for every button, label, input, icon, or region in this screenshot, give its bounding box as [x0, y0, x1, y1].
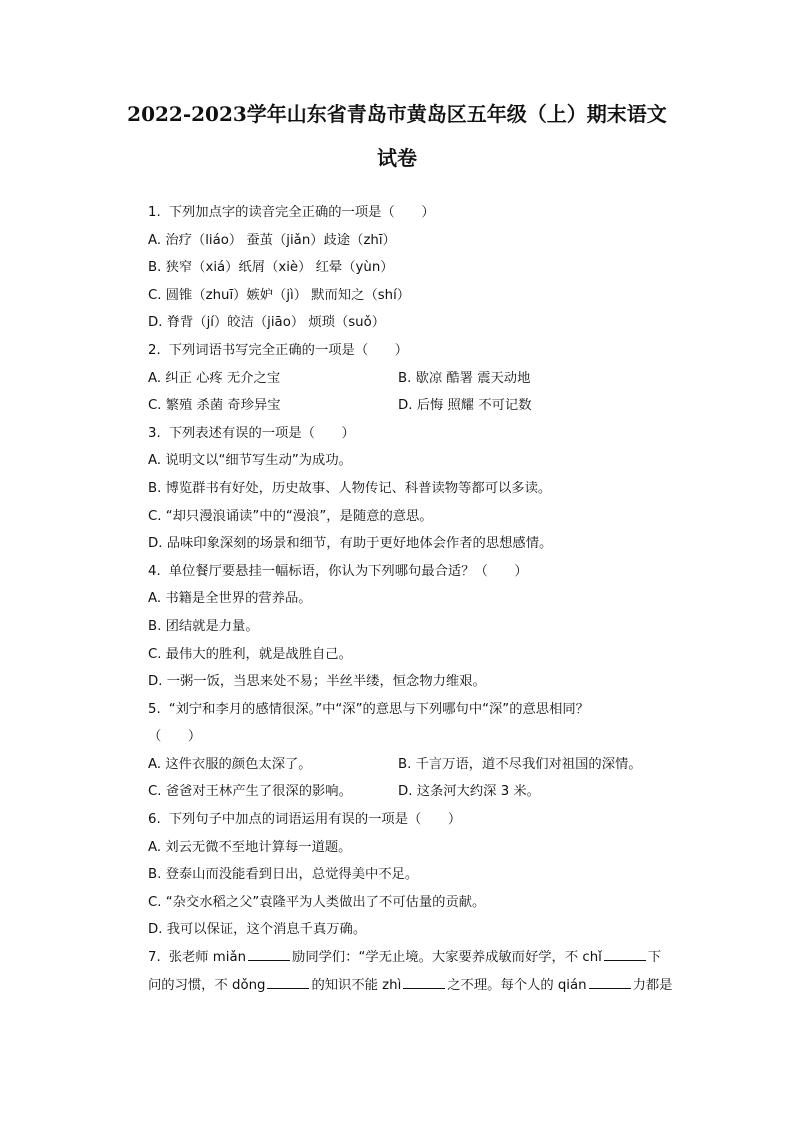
question-7-line-2 — [148, 972, 680, 1000]
question-3-option-a: A. 说明文以“细节写生动”为成功。 — [148, 453, 352, 469]
fill-blank-2[interactable] — [604, 946, 646, 961]
question-text-part: 的知识不能 zhì — [311, 977, 402, 993]
question-text: 下列词语书写完全正确的一项是（ ） — [168, 342, 409, 358]
question-1-option-c: C. 圆锥（zhuī）嫉妒（jì） 默而知之（shí） — [148, 287, 411, 303]
question-3-option-b: B. 博览群书有好处，历史故事、人物传记、科普读物等都可以多读。 — [148, 480, 552, 496]
question-3-option-d: D. 品味印象深刻的场景和细节，有助于更好地体会作者的思想感情。 — [148, 536, 553, 552]
question-4-stem — [148, 558, 680, 586]
fill-blank-5[interactable] — [589, 974, 631, 989]
question-6-stem — [148, 806, 680, 834]
question-1-option-a: A. 治疗（liáo） 蚕茧（jiǎn）歧途（zhī） — [148, 232, 396, 248]
question-1-option-d: D. 脊背（jí）皎洁（jiāo） 烦琐（suǒ） — [148, 315, 386, 331]
question-2-options-row-2 — [148, 392, 680, 420]
title-line-2: 试卷 — [377, 146, 417, 170]
question-6-option-c: C. “杂交水稻之父”袁隆平为人类做出了不可估量的贡献。 — [148, 894, 486, 910]
question-text: 下列加点字的读音完全正确的一项是（ ） — [168, 205, 435, 220]
question-2-option-c: C. 繁殖 杀菌 奇珍异宝 — [148, 398, 281, 414]
question-6-option-a: A. 刘云无微不至地计算每一道题。 — [148, 839, 352, 855]
question-1-stem — [148, 199, 680, 227]
question-5-options-row-1 — [148, 751, 680, 779]
question-5-option-d: D. 这条河大约深 3 米。 — [398, 784, 540, 800]
question-2-option-b: B. 歇凉 酷署 震天动地 — [398, 370, 531, 386]
question-number: 4. — [148, 563, 161, 579]
question-number: 1. — [148, 205, 161, 220]
question-text-part: 力都是 — [632, 977, 673, 993]
question-4-option-b: B. 团结就是力量。 — [148, 618, 259, 634]
question-4-option-a: A. 书籍是全世界的营养品。 — [148, 591, 312, 607]
question-2-option-d: D. 后悔 照耀 不可记数 — [398, 398, 532, 414]
question-5-option-b: B. 千言万语，道不尽我们对祖国的深情。 — [398, 756, 642, 772]
question-text: 单位餐厅要悬挂一幅标语，你认为下列哪句最合适？（ ） — [168, 563, 528, 579]
question-number: 2. — [148, 342, 161, 358]
question-5-options-row-2 — [148, 778, 680, 806]
title-line-1: 2022-2023学年山东省青岛市黄岛区五年级（上）期末语文 — [127, 102, 667, 126]
question-number: 6. — [148, 812, 161, 828]
question-list — [148, 199, 680, 999]
question-5-option-a: A. 这件衣服的颜色太深了。 — [148, 756, 312, 772]
question-3-stem — [148, 420, 680, 448]
question-text-part: 问的习惯，不 dǒng — [148, 977, 266, 993]
question-text-part: 下 — [647, 950, 662, 966]
question-7-line-1 — [148, 944, 680, 972]
question-1-option-b: B. 狭窄（xiá）纸屑（xiè） 红晕（yùn） — [148, 260, 394, 276]
question-number: 3. — [148, 425, 161, 441]
question-text-part: 之不理。每个人的 qián — [447, 977, 587, 993]
question-3-option-c: C. “却只漫浪诵读”中的“漫浪”，是随意的意思。 — [148, 508, 433, 524]
question-number: 5. — [148, 701, 161, 717]
question-text: “刘宁和李月的感情很深。”中“深”的意思与下列哪句中“深”的意思相同？ — [168, 701, 589, 717]
question-6-option-b: B. 登泰山而没能看到日出，总觉得美中不足。 — [148, 867, 419, 883]
fill-blank-1[interactable] — [248, 946, 290, 961]
question-4-option-c: C. 最伟大的胜利，就是战胜自己。 — [148, 646, 352, 662]
fill-blank-4[interactable] — [403, 974, 445, 989]
question-5-stem — [148, 696, 680, 724]
question-2-option-a: A. 纠正 心疼 无介之宝 — [148, 370, 281, 386]
question-5-stem-cont: （ ） — [148, 729, 202, 745]
exam-title — [100, 92, 694, 180]
fill-blank-3[interactable] — [267, 974, 309, 989]
question-text-part: 张老师 miǎn — [168, 950, 247, 966]
question-4-option-d: D. 一粥一饭，当思来处不易；半丝半缕，恒念物力维艰。 — [148, 674, 486, 690]
question-2-stem — [148, 337, 680, 365]
question-text-part: 励同学们：“学无止境。大家要养成敏而好学，不 chǐ — [292, 950, 602, 966]
question-2-options-row-1 — [148, 365, 680, 393]
question-text: 下列表述有误的一项是（ ） — [168, 425, 355, 441]
question-5-option-c: C. 爸爸对王林产生了很深的影响。 — [148, 784, 352, 800]
question-text: 下列句子中加点的词语运用有误的一项是（ ） — [168, 812, 462, 828]
question-6-option-d: D. 我可以保证，这个消息千真万确。 — [148, 922, 367, 938]
question-number: 7. — [148, 950, 161, 966]
